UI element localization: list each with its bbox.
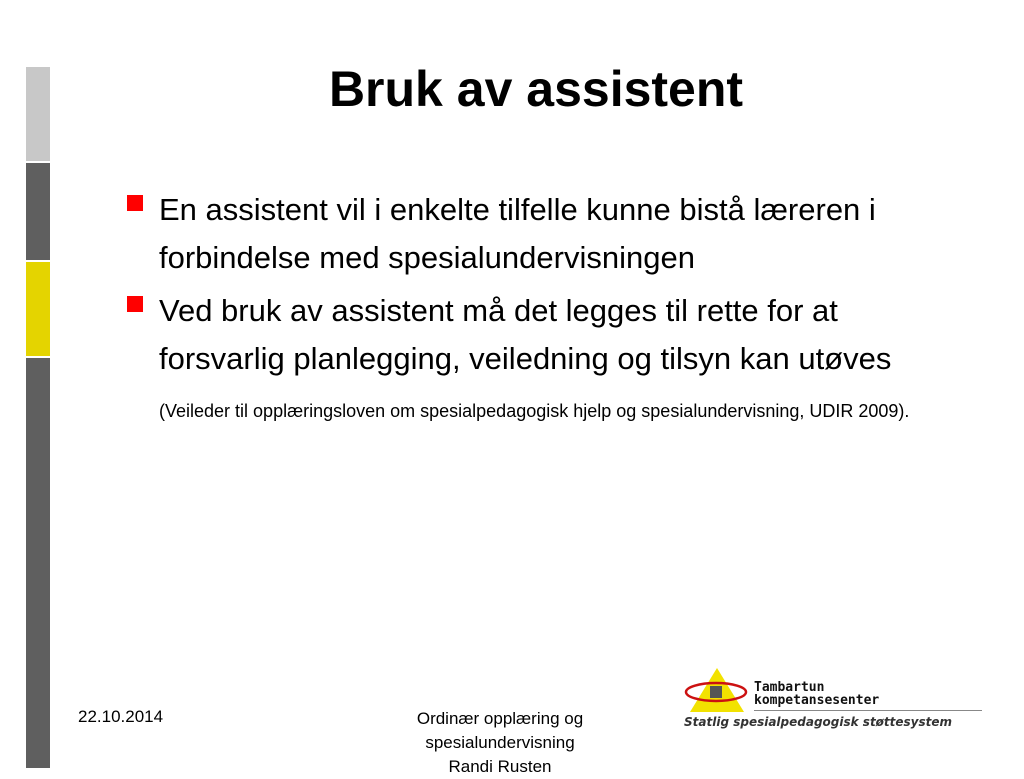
bullet-text: En assistent vil i enkelte tilfelle kunne bistå læreren i forbindelse med spesialundervisningen	[159, 192, 876, 275]
sidebar-segment-dark-gray	[26, 163, 50, 260]
bullet-item	[126, 186, 956, 282]
footer-line: Randi Rusten	[448, 757, 552, 776]
footer-line: Ordinær opplæring og	[416, 709, 584, 728]
decorative-sidebar	[26, 67, 50, 768]
bullet-citation: (Veileder til opplæringsloven om spesialpedagogisk hjelp og spesialundervisning, UDIR 2009).	[159, 401, 910, 421]
sidebar-segment-yellow	[26, 262, 50, 356]
logo-divider	[754, 710, 982, 711]
footer-center-text	[380, 707, 620, 779]
square-bullet-icon	[127, 195, 143, 211]
bullet-text: Ved bruk av assistent må det legges til rette for at forsvarlig planlegging, veiledning og tilsyn kan utøves	[159, 293, 892, 376]
logo-name-line1: Tambartun	[754, 680, 825, 695]
tambartun-logo	[682, 666, 982, 736]
bullet-list	[126, 186, 956, 436]
footer-date: 22.10.2014	[78, 707, 164, 726]
logo-emblem-icon	[682, 666, 752, 716]
square-bullet-icon	[127, 296, 143, 312]
footer-line: spesialundervisning	[425, 733, 575, 752]
sidebar-segment-dark-gray-bottom	[26, 358, 50, 768]
slide-title: Bruk av assistent	[328, 61, 744, 117]
logo-name-line2: kompetansesenter	[754, 693, 880, 708]
bullet-item	[126, 287, 956, 431]
logo-subtitle: Statlig spesialpedagogisk støttesystem	[684, 715, 953, 729]
